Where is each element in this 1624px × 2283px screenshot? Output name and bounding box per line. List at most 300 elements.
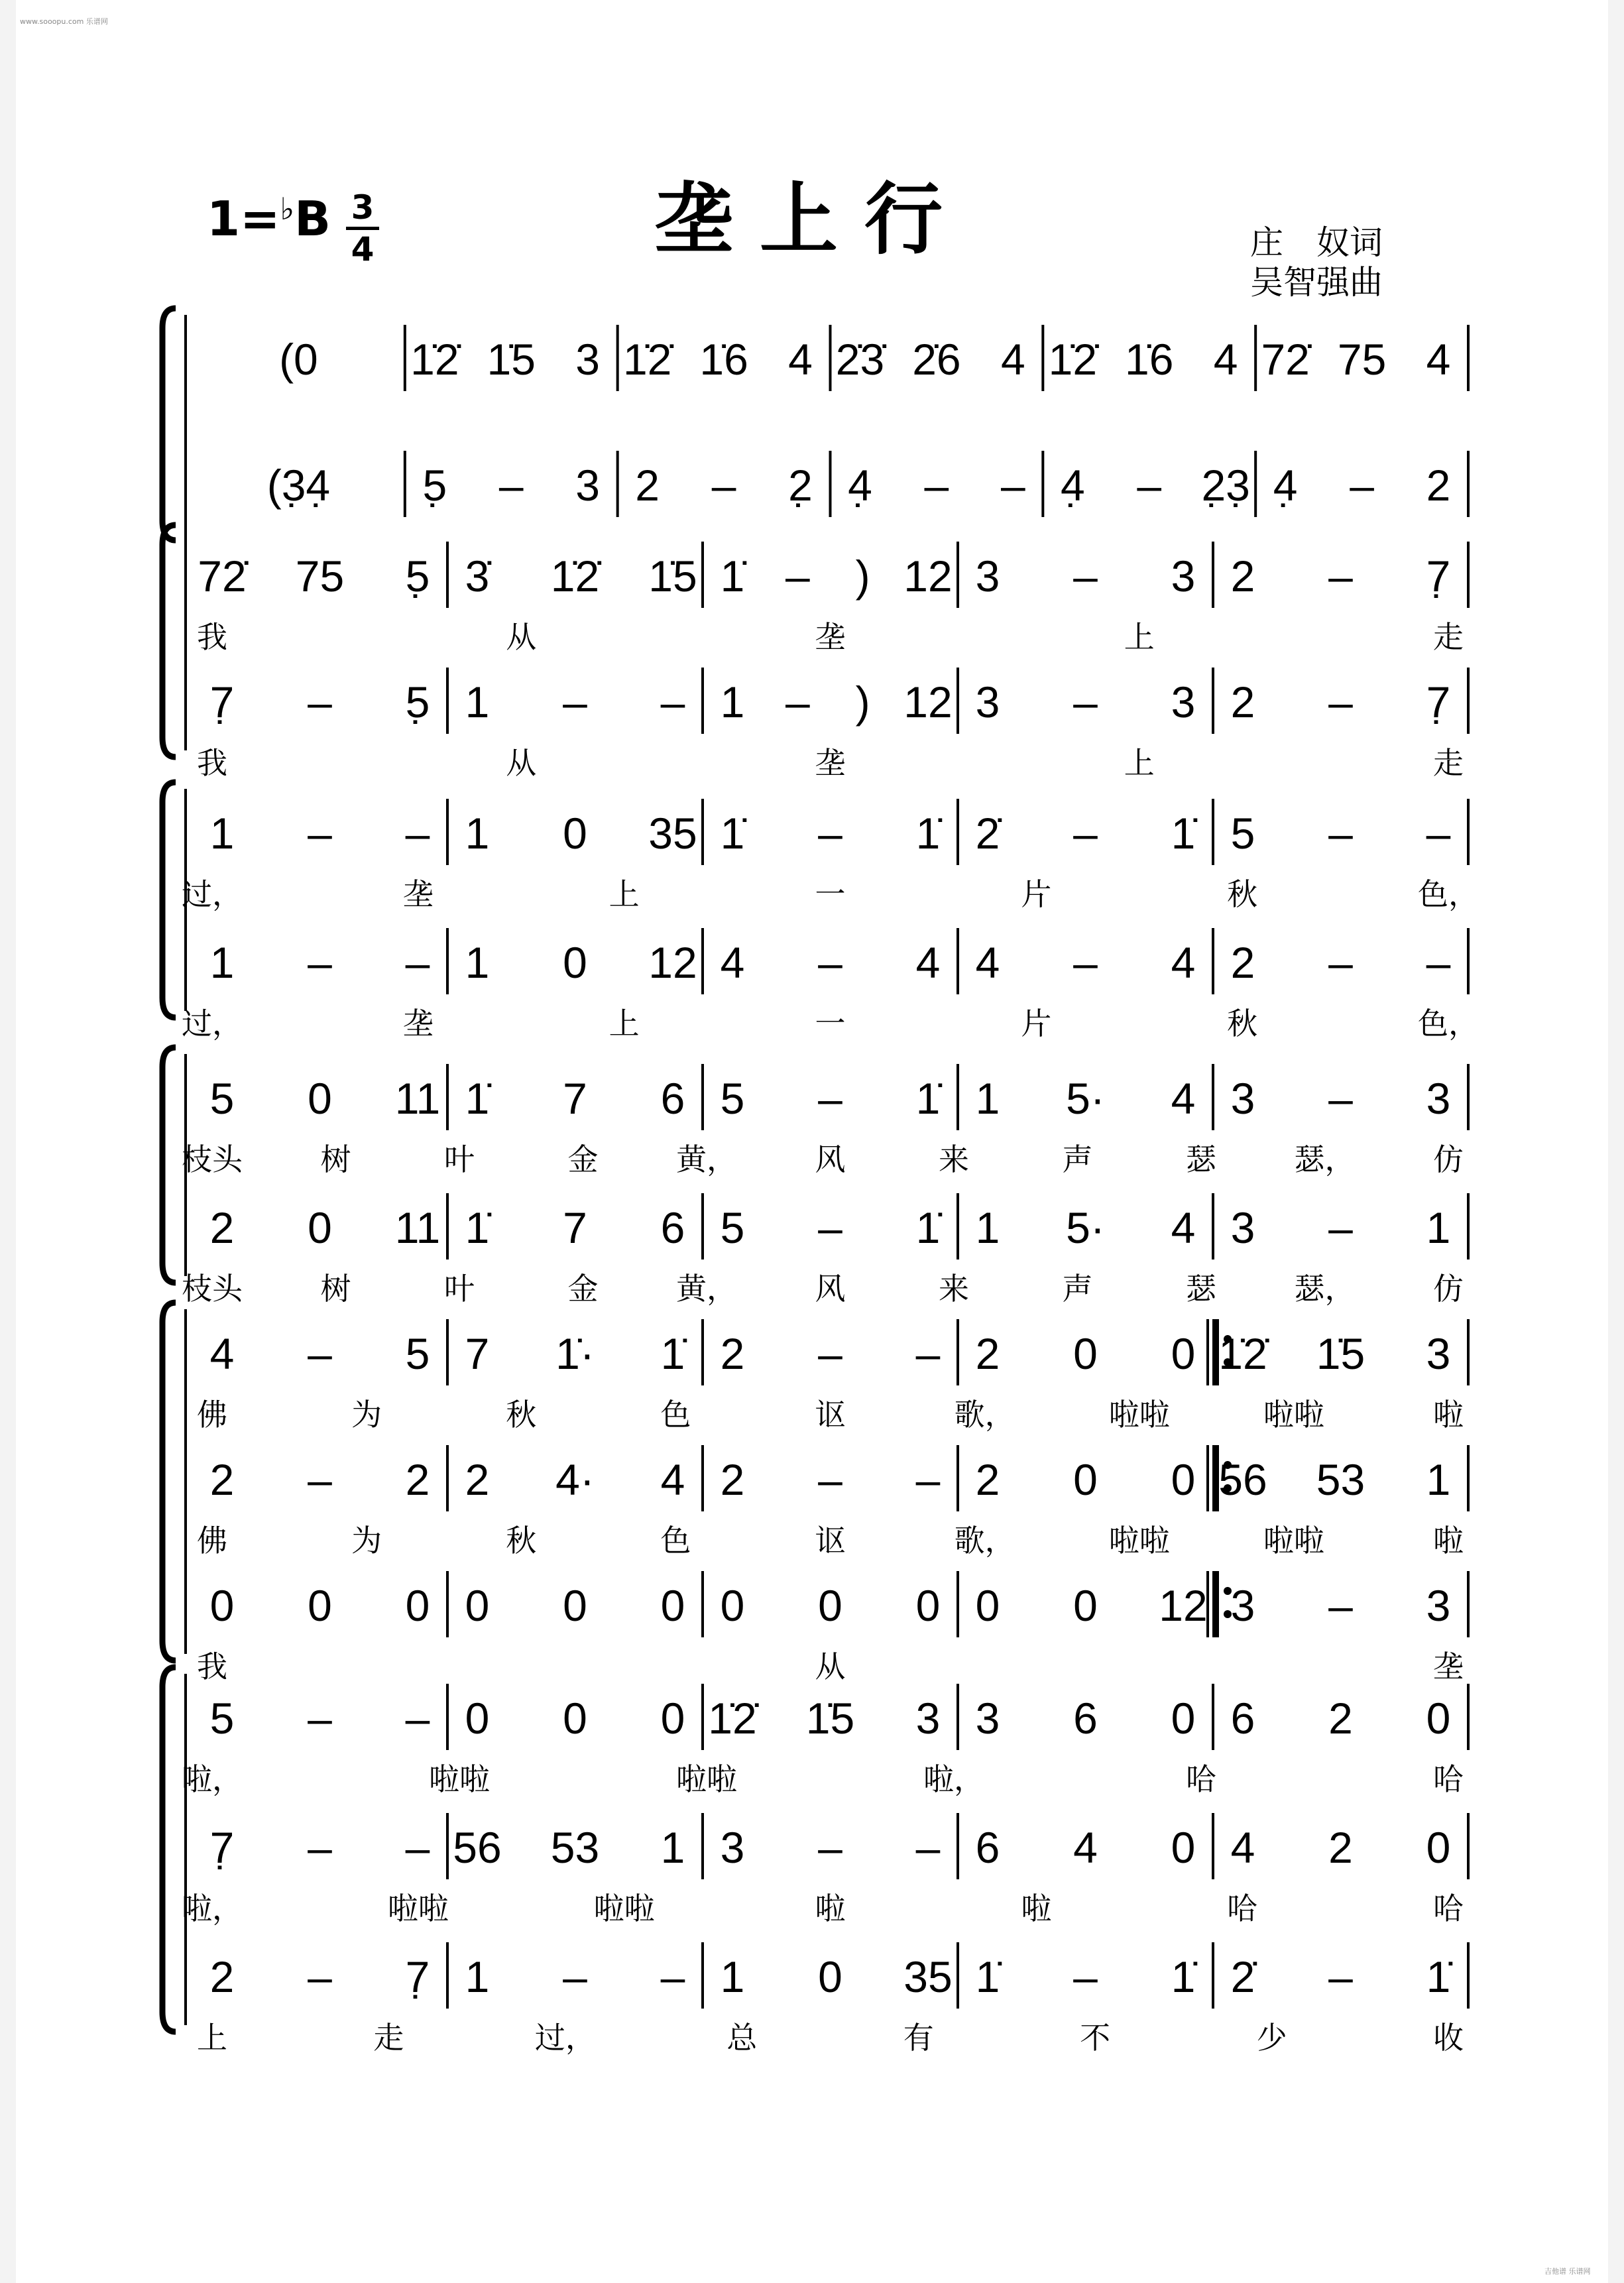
note-token: 6 bbox=[1230, 1694, 1255, 1743]
note-token: 2 bbox=[465, 1455, 490, 1504]
lyric-word: 佛 bbox=[197, 1397, 227, 1432]
note-token: 2 bbox=[1230, 552, 1255, 601]
note-token: 0 bbox=[818, 1952, 842, 2001]
note-token: 7̣ bbox=[1426, 552, 1451, 601]
note-token: 6 bbox=[1073, 1694, 1098, 1743]
note-token: 5 bbox=[209, 1074, 235, 1123]
lyric-word: 总 bbox=[726, 2020, 758, 2055]
lyric-word: 瑟， bbox=[1294, 1142, 1356, 1177]
lyric-word: 啦啦 bbox=[1263, 1523, 1324, 1558]
note-token: 5· bbox=[1066, 1074, 1105, 1123]
note-token: 0 bbox=[1171, 1823, 1196, 1872]
note-token: 4 bbox=[1171, 1074, 1196, 1123]
system-brace bbox=[162, 525, 176, 757]
note-token: – bbox=[308, 1952, 332, 2001]
lyric-word: 上 bbox=[197, 2020, 227, 2055]
note-token: 1̇2̇ bbox=[1048, 335, 1098, 384]
lyric-word: 啦啦 bbox=[1108, 1397, 1170, 1432]
lyric-word: 叶 bbox=[444, 1271, 475, 1306]
note-token: 6 bbox=[660, 1203, 685, 1252]
note-token: – bbox=[1328, 677, 1353, 727]
note-token: 4 bbox=[660, 1455, 685, 1504]
note-token: 1 bbox=[465, 809, 490, 858]
note-token: 3 bbox=[575, 461, 601, 510]
note-token: – bbox=[1137, 461, 1162, 510]
lyric-word: 一 bbox=[815, 877, 846, 911]
note-token: 1 bbox=[720, 1952, 745, 2001]
note-token: – bbox=[818, 1074, 842, 1123]
note-token: 7 bbox=[465, 1329, 490, 1378]
lyric-word: 仿 bbox=[1433, 1271, 1464, 1306]
note-token: – bbox=[308, 1329, 332, 1378]
note-token: 1 bbox=[1426, 1455, 1451, 1504]
note-token: 2 bbox=[975, 1329, 1000, 1378]
note-token: 0 bbox=[660, 1694, 685, 1743]
note-token: 1 bbox=[975, 1074, 1000, 1123]
note-token: 1̇· bbox=[555, 1329, 595, 1378]
lyric-word: 我 bbox=[197, 1649, 227, 1684]
note-token: 1̇ bbox=[915, 1203, 941, 1252]
note-token: 0 bbox=[465, 1581, 490, 1630]
lyric-word: 风 bbox=[815, 1142, 846, 1177]
lyric-word: 啦啦 bbox=[387, 1891, 449, 1926]
note-token: – bbox=[1328, 1074, 1353, 1123]
lyric-word: 叶 bbox=[444, 1142, 475, 1177]
lyric-word: 瑟 bbox=[1186, 1271, 1216, 1306]
note-token: – bbox=[1350, 461, 1374, 510]
note-token: – bbox=[818, 1455, 842, 1504]
system-brace bbox=[162, 308, 176, 540]
lyric-word: 树 bbox=[320, 1271, 351, 1306]
note-token: – bbox=[308, 1694, 332, 1743]
system-brace bbox=[162, 1303, 176, 1661]
note-token: 5̣ bbox=[422, 461, 447, 510]
note-token: – bbox=[405, 938, 430, 987]
lyric-word: 垄 bbox=[1433, 1649, 1464, 1684]
note-token: – bbox=[1328, 1203, 1353, 1252]
note-token: 2 bbox=[635, 461, 660, 510]
note-token: 5̣ bbox=[405, 677, 430, 727]
note-token: 72̇ bbox=[1261, 335, 1310, 384]
note-token: 0 bbox=[563, 1694, 587, 1743]
lyric-word: 啦啦 bbox=[1263, 1397, 1324, 1432]
note-token: 4 bbox=[1000, 335, 1025, 384]
note-token: 53 bbox=[1316, 1455, 1365, 1504]
note-token: 0 bbox=[1171, 1329, 1196, 1378]
note-token: 1̇ bbox=[915, 809, 941, 858]
note-token: 0 bbox=[660, 1581, 685, 1630]
note-token: – bbox=[1426, 938, 1451, 987]
note-token: 1 bbox=[209, 809, 235, 858]
note-token: 1̇ bbox=[465, 1074, 490, 1123]
note-token: – bbox=[785, 677, 810, 727]
note-token: 1 bbox=[465, 677, 490, 727]
note-token: 1̇2̇ bbox=[622, 335, 672, 384]
note-token: 1̇5 bbox=[648, 552, 697, 601]
key-flat: ♭ bbox=[280, 191, 295, 227]
lyric-word: 我 bbox=[197, 620, 227, 654]
lyric-word: 啦 bbox=[1021, 1891, 1052, 1926]
note-token: – bbox=[308, 1455, 332, 1504]
note-token: – bbox=[915, 1329, 941, 1378]
lyric-word: 啦， bbox=[182, 1891, 243, 1926]
composer: 吴智强曲 bbox=[1250, 263, 1383, 302]
note-token: 1 bbox=[1426, 1203, 1451, 1252]
lyric-word: 黄， bbox=[676, 1142, 737, 1177]
lyric-word: 上 bbox=[1124, 746, 1155, 780]
note-token: – bbox=[1073, 938, 1098, 987]
corner-text-bottom-right: 吉他谱 乐谱网 bbox=[1544, 2267, 1591, 2276]
lyric-word: 风 bbox=[815, 1271, 846, 1306]
note-token: – bbox=[818, 1329, 842, 1378]
note-token: 0 bbox=[1171, 1694, 1196, 1743]
note-token: 4̣ bbox=[1060, 461, 1085, 510]
note-token: 3 bbox=[1426, 1329, 1451, 1378]
lyric-word: 歌， bbox=[954, 1397, 1015, 1432]
lyric-word: 哈 bbox=[1433, 1891, 1464, 1926]
note-token: 2 bbox=[1426, 461, 1451, 510]
note-token: 0 bbox=[308, 1203, 332, 1252]
lyric-word: 啦 bbox=[815, 1891, 846, 1926]
lyric-word: 啦啦 bbox=[593, 1891, 655, 1926]
lyric-word: 上 bbox=[609, 1006, 640, 1041]
note-token: 56 bbox=[453, 1823, 502, 1872]
note-token: 1̇6 bbox=[699, 335, 748, 384]
lyric-word: 垄 bbox=[402, 1006, 434, 1041]
lyric-word: 啦 bbox=[1433, 1523, 1464, 1558]
lyric-word: 秋 bbox=[1227, 1006, 1258, 1041]
note-token: – bbox=[498, 461, 524, 510]
note-token: 1̇ bbox=[915, 1074, 941, 1123]
lyric-word: 上 bbox=[1124, 620, 1155, 654]
note-token: 11 bbox=[394, 1074, 441, 1123]
note-token: 3 bbox=[975, 1694, 1000, 1743]
corner-text-top-left: www.sooopu.com 乐谱网 bbox=[20, 17, 108, 26]
note-token: 0 bbox=[209, 1581, 235, 1630]
note-token: 12 bbox=[903, 552, 953, 601]
note-token: – bbox=[1073, 1952, 1098, 2001]
note-token: 1̇2̇ bbox=[550, 552, 600, 601]
note-token: 7 bbox=[563, 1203, 587, 1252]
note-token: 1̇ bbox=[1171, 1952, 1196, 2001]
lyric-word: 树 bbox=[320, 1142, 351, 1177]
note-token: 4 bbox=[1171, 1203, 1196, 1252]
note-token: 5 bbox=[720, 1203, 745, 1252]
lyric-word: 有 bbox=[903, 2020, 934, 2055]
lyric-word: 瑟 bbox=[1186, 1142, 1216, 1177]
system-brace bbox=[162, 782, 176, 1018]
note-token: 6 bbox=[660, 1074, 685, 1123]
note-token: – bbox=[563, 1952, 587, 2001]
lyric-word: 过， bbox=[182, 877, 243, 911]
note-token: 5 bbox=[405, 1329, 430, 1378]
note-token: – bbox=[1328, 1952, 1353, 2001]
note-token: 5· bbox=[1066, 1203, 1105, 1252]
note-token: – bbox=[563, 677, 587, 727]
lyric-word: 哈 bbox=[1227, 1891, 1258, 1926]
note-token: 3 bbox=[975, 677, 1000, 727]
note-token: 3 bbox=[915, 1694, 941, 1743]
lyric-word: 秋 bbox=[506, 1397, 537, 1432]
note-token: 4 bbox=[720, 938, 745, 987]
note-token: 4 bbox=[915, 938, 941, 987]
lyric-word: 啦， bbox=[182, 1762, 243, 1796]
lyric-word: 垄 bbox=[815, 746, 846, 780]
note-token: 4 bbox=[788, 335, 813, 384]
lyric-word: 秋 bbox=[1227, 877, 1258, 911]
note-token: 1̇ bbox=[720, 552, 745, 601]
note-token: 5 bbox=[209, 1694, 235, 1743]
lyric-word: 声 bbox=[1062, 1142, 1093, 1177]
note-token: 0 bbox=[308, 1581, 332, 1630]
lyric-word: 片 bbox=[1021, 877, 1052, 911]
lyric-word: 枝头 bbox=[182, 1271, 243, 1306]
note-token: 5 bbox=[1230, 809, 1255, 858]
lyric-word: 黄， bbox=[676, 1271, 737, 1306]
lyric-word: 垄 bbox=[815, 620, 846, 654]
lyric-word: 讴 bbox=[815, 1397, 846, 1432]
lyric-word: 声 bbox=[1062, 1271, 1093, 1306]
lyric-word: 不 bbox=[1080, 2020, 1111, 2055]
lyric-word: 啦啦 bbox=[1108, 1523, 1170, 1558]
note-token: 0 bbox=[308, 1074, 332, 1123]
note-token: (0 bbox=[279, 335, 318, 384]
note-token: 72̇ bbox=[198, 552, 247, 601]
note-token: 0 bbox=[1426, 1823, 1451, 1872]
lyric-word: 来 bbox=[939, 1142, 969, 1177]
note-token: – bbox=[818, 809, 842, 858]
lyric-word: 色 bbox=[660, 1523, 691, 1558]
lyric-word: 从 bbox=[506, 746, 537, 780]
lyric-word: 走 bbox=[373, 2020, 404, 2055]
note-token: 0 bbox=[915, 1581, 941, 1630]
note-token: 12 bbox=[1159, 1581, 1208, 1630]
note-token: 1 bbox=[465, 1952, 490, 2001]
note-token: – bbox=[818, 938, 842, 987]
note-token: – bbox=[818, 1203, 842, 1252]
note-token: – bbox=[308, 809, 332, 858]
lyric-word: 来 bbox=[939, 1271, 969, 1306]
key-letter: B bbox=[294, 191, 331, 247]
note-token: – bbox=[308, 1823, 332, 1872]
note-token: 53 bbox=[550, 1823, 600, 1872]
lyric-word: 秋 bbox=[506, 1523, 537, 1558]
lyric-word: 上 bbox=[609, 877, 640, 911]
note-token: 12 bbox=[903, 677, 953, 727]
note-token: – bbox=[1073, 809, 1098, 858]
note-token: 3 bbox=[1171, 677, 1196, 727]
note-token: 3 bbox=[1171, 552, 1196, 601]
lyric-word: 哈 bbox=[1186, 1762, 1216, 1796]
note-token: 3 bbox=[975, 552, 1000, 601]
note-token: 7 bbox=[563, 1074, 587, 1123]
note-token: – bbox=[405, 1694, 430, 1743]
note-token: 4 bbox=[1171, 938, 1196, 987]
note-token: 2 bbox=[1230, 938, 1255, 987]
note-token: 0 bbox=[1171, 1455, 1196, 1504]
note-token: 0 bbox=[1073, 1455, 1098, 1504]
note-token: – bbox=[1073, 552, 1098, 601]
note-token: 1 bbox=[975, 1203, 1000, 1252]
note-token: 7̣ bbox=[1426, 677, 1451, 727]
lyric-word: 垄 bbox=[402, 877, 434, 911]
lyric-word: 瑟， bbox=[1294, 1271, 1356, 1306]
note-token: 75 bbox=[295, 552, 345, 601]
note-token: 2̇3̇ bbox=[835, 335, 885, 384]
note-token: 0 bbox=[720, 1581, 745, 1630]
note-token: 4̣ bbox=[1273, 461, 1298, 510]
note-token: ) bbox=[855, 677, 870, 727]
note-token: – bbox=[1000, 461, 1025, 510]
note-token: 2̣ bbox=[788, 461, 813, 510]
lyric-word: 少 bbox=[1256, 2020, 1287, 2055]
note-token: 7̣ bbox=[209, 677, 235, 727]
lyric-word: 为 bbox=[351, 1397, 382, 1432]
note-token: 0 bbox=[465, 1694, 490, 1743]
lyric-word: 走 bbox=[1433, 620, 1464, 654]
note-token: 4̣ bbox=[848, 461, 872, 510]
lyric-word: 枝头 bbox=[182, 1142, 243, 1177]
note-token: 1̇ bbox=[975, 1952, 1000, 2001]
lyric-word: 为 bbox=[351, 1523, 382, 1558]
note-token: – bbox=[660, 677, 685, 727]
note-token: 0 bbox=[563, 938, 587, 987]
note-token: 2 bbox=[405, 1455, 430, 1504]
lyric-word: 色 bbox=[660, 1397, 691, 1432]
lyric-word: 佛 bbox=[197, 1523, 227, 1558]
note-token: 4 bbox=[975, 938, 1000, 987]
note-token: ) bbox=[855, 552, 870, 601]
note-token: 0 bbox=[563, 809, 587, 858]
note-token: – bbox=[711, 461, 736, 510]
lyric-word: 过， bbox=[534, 2020, 596, 2055]
lyric-word: 啦， bbox=[923, 1762, 984, 1796]
note-token: 75 bbox=[1337, 335, 1387, 384]
note-token: 1̇6 bbox=[1125, 335, 1174, 384]
note-token: 1 bbox=[720, 677, 745, 727]
note-token: 1̇2̇ bbox=[708, 1694, 757, 1743]
note-token: 1̇ bbox=[465, 1203, 490, 1252]
note-token: 1̇5 bbox=[1316, 1329, 1365, 1378]
lyric-word: 一 bbox=[815, 1006, 846, 1041]
lyric-word: 片 bbox=[1021, 1006, 1052, 1041]
lyric-word: 歌， bbox=[954, 1523, 1015, 1558]
note-token: 12 bbox=[648, 938, 697, 987]
lyric-word: 啦 bbox=[1433, 1397, 1464, 1432]
lyric-word: 走 bbox=[1433, 746, 1464, 780]
note-token: 2 bbox=[209, 1455, 235, 1504]
note-token: 35 bbox=[648, 809, 697, 858]
note-token: 4 bbox=[209, 1329, 235, 1378]
note-token: – bbox=[1328, 1581, 1353, 1630]
note-token: 2 bbox=[975, 1455, 1000, 1504]
note-token: 2̇ bbox=[975, 809, 1000, 858]
lyric-word: 色， bbox=[1418, 1006, 1479, 1041]
note-token: (3̣4̣ bbox=[266, 461, 331, 510]
note-token: 3 bbox=[1230, 1581, 1255, 1630]
note-token: 2 bbox=[209, 1952, 235, 2001]
note-token: 0 bbox=[975, 1581, 1000, 1630]
note-token: 1̇5 bbox=[805, 1694, 855, 1743]
note-token: 2̇6 bbox=[912, 335, 961, 384]
note-token: 0 bbox=[563, 1581, 587, 1630]
note-token: – bbox=[1328, 809, 1353, 858]
page-title: 垄上行 bbox=[654, 173, 969, 265]
note-token: 2 bbox=[1230, 677, 1255, 727]
note-token: – bbox=[1328, 938, 1353, 987]
lyric-word: 过， bbox=[182, 1006, 243, 1041]
note-token: 11 bbox=[394, 1203, 441, 1252]
lyric-word: 收 bbox=[1433, 2020, 1464, 2055]
note-token: 2̣3̣ bbox=[1201, 461, 1250, 510]
note-token: 1̇2̇ bbox=[410, 335, 459, 384]
meter-bottom: 4 bbox=[346, 227, 379, 268]
note-token: 5 bbox=[720, 1074, 745, 1123]
lyric-word: 我 bbox=[197, 746, 227, 780]
system-brace bbox=[162, 1667, 176, 2032]
note-token: – bbox=[915, 1455, 941, 1504]
note-token: 1̇ bbox=[1426, 1952, 1451, 2001]
note-token: 3 bbox=[1426, 1581, 1451, 1630]
note-token: 4 bbox=[1426, 335, 1451, 384]
note-token: 0 bbox=[1073, 1581, 1098, 1630]
note-token: – bbox=[1426, 809, 1451, 858]
lyric-word: 仿 bbox=[1433, 1142, 1464, 1177]
note-token: 2 bbox=[720, 1455, 745, 1504]
note-token: 7̣ bbox=[405, 1952, 430, 2001]
lyric-word: 从 bbox=[506, 620, 537, 654]
note-token: – bbox=[308, 677, 332, 727]
note-token: 4 bbox=[1213, 335, 1238, 384]
note-token: 7̣ bbox=[209, 1823, 235, 1872]
note-token: 2 bbox=[720, 1329, 745, 1378]
note-token: 1̇2̇ bbox=[1218, 1329, 1267, 1378]
note-token: 56 bbox=[1218, 1455, 1267, 1504]
lyric-word: 啦啦 bbox=[429, 1762, 490, 1796]
note-token: 3 bbox=[720, 1823, 745, 1872]
note-token: 0 bbox=[818, 1581, 842, 1630]
note-token: 0 bbox=[1426, 1694, 1451, 1743]
system-brace bbox=[162, 1047, 176, 1283]
note-token: 4· bbox=[555, 1455, 595, 1504]
note-token: 1 bbox=[465, 938, 490, 987]
note-token: 2̇ bbox=[1230, 1952, 1255, 2001]
lyric-word: 啦啦 bbox=[676, 1762, 737, 1796]
note-token: – bbox=[1073, 677, 1098, 727]
lyric-word: 从 bbox=[815, 1649, 846, 1684]
note-token: 35 bbox=[903, 1952, 953, 2001]
note-token: – bbox=[924, 461, 949, 510]
key-prefix: 1= bbox=[207, 191, 280, 247]
note-token: – bbox=[818, 1823, 842, 1872]
note-token: 0 bbox=[1073, 1329, 1098, 1378]
note-token: 2 bbox=[209, 1203, 235, 1252]
note-token: 6 bbox=[975, 1823, 1000, 1872]
note-token: 5̣ bbox=[405, 552, 430, 601]
lyric-word: 金 bbox=[567, 1271, 599, 1306]
note-token: 3̇ bbox=[465, 552, 490, 601]
note-token: 4 bbox=[1073, 1823, 1098, 1872]
note-token: – bbox=[405, 1823, 430, 1872]
note-token: 2 bbox=[1328, 1823, 1353, 1872]
note-token: 3 bbox=[1230, 1074, 1255, 1123]
note-token: – bbox=[1328, 552, 1353, 601]
note-token: 1̇ bbox=[1171, 809, 1196, 858]
lyric-word: 讴 bbox=[815, 1523, 846, 1558]
note-token: – bbox=[308, 938, 332, 987]
lyric-word: 色， bbox=[1418, 877, 1479, 911]
lyricist: 庄 奴词 bbox=[1250, 223, 1383, 262]
